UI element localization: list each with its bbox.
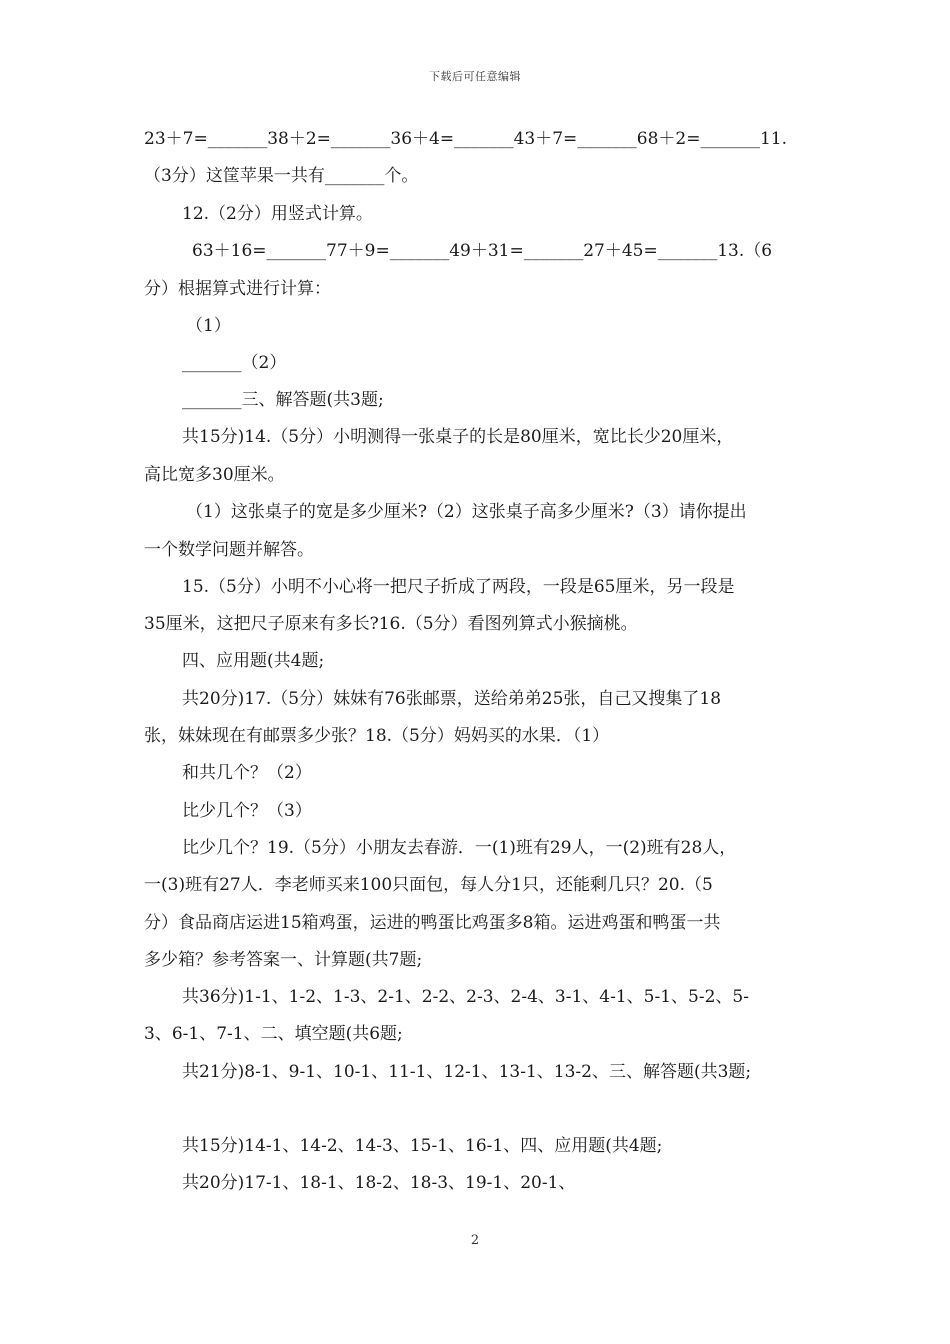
text-line: （1） [186, 316, 231, 336]
text-line: 高比宽多30厘米。 [144, 465, 285, 485]
text-line: 共21分)8-1、9-1、10-1、11-1、12-1、13-1、13-2、三、解答题(共3题; [182, 1062, 752, 1082]
text-line: 共20分)17-1、18-1、18-2、18-3、19-1、20-1、 [182, 1173, 576, 1193]
page-number: 2 [470, 1233, 480, 1248]
text-line: _______三、解答题(共3题; [182, 390, 384, 410]
text-line: _______（2） [182, 353, 287, 373]
text-line: 和共几个？（2） [182, 763, 312, 783]
text-line: 分）食品商店运进15箱鸡蛋，运进的鸭蛋比鸡蛋多8箱。运进鸡蛋和鸭蛋一共 [144, 913, 721, 933]
text-line: 分）根据算式进行计算： [144, 279, 331, 299]
text-line: 多少箱？参考答案一、计算题(共7题; [144, 950, 423, 970]
text-line: 一(3)班有27人．李老师买来100只面包，每人分1只，还能剩几只？20.（5 [144, 875, 713, 895]
text-line: 共20分)17.（5分）妹妹有76张邮票，送给弟弟25张，自己又搜集了18 [182, 689, 722, 709]
text-line: 比少几个？19.（5分）小朋友去春游．一(1)班有29人，一(2)班有28人， [182, 838, 737, 858]
text-line: 张，妹妹现在有邮票多少张？18.（5分）妈妈买的水果．（1） [144, 726, 610, 746]
text-line: 23＋7=_______38＋2=_______36＋4=_______43＋7=_______68＋2=_______11. [144, 129, 787, 149]
text-line: 四、应用题(共4题; [182, 651, 325, 671]
text-line: 12.（2分）用竖式计算。 [182, 204, 373, 224]
text-line: 比少几个？（3） [182, 801, 312, 821]
text-line: 共15分)14-1、14-2、14-3、15-1、16-1、四、应用题(共4题; [182, 1136, 663, 1156]
page-header: 下载后可任意编辑 [429, 70, 521, 83]
text-line: 35厘米，这把尺子原来有多长?16.（5分）看图列算式小猴摘桃。 [144, 614, 638, 634]
text-line: 共15分)14.（5分）小明测得一张桌子的长是80厘米，宽比长少20厘米， [182, 427, 734, 447]
text-line: 3、6-1、7-1、二、填空题(共6题; [144, 1024, 403, 1044]
text-line: （3分）这筐苹果一共有_______个。 [144, 166, 419, 186]
text-line: 共36分)1-1、1-2、1-3、2-1、2-2、2-3、2-4、3-1、4-1、5-1、5-2、5- [182, 987, 749, 1007]
text-line: 15.（5分）小明不小心将一把尺子折成了两段，一段是65厘米，另一段是 [182, 577, 735, 597]
text-line: 63＋16=_______77＋9=_______49＋31=_______27＋45=_______13.（6 [192, 241, 773, 261]
text-line: 一个数学问题并解答。 [144, 540, 314, 560]
text-line: （1）这张桌子的宽是多少厘米?（2）这张桌子高多少厘米?（3）请你提出 [186, 502, 747, 522]
